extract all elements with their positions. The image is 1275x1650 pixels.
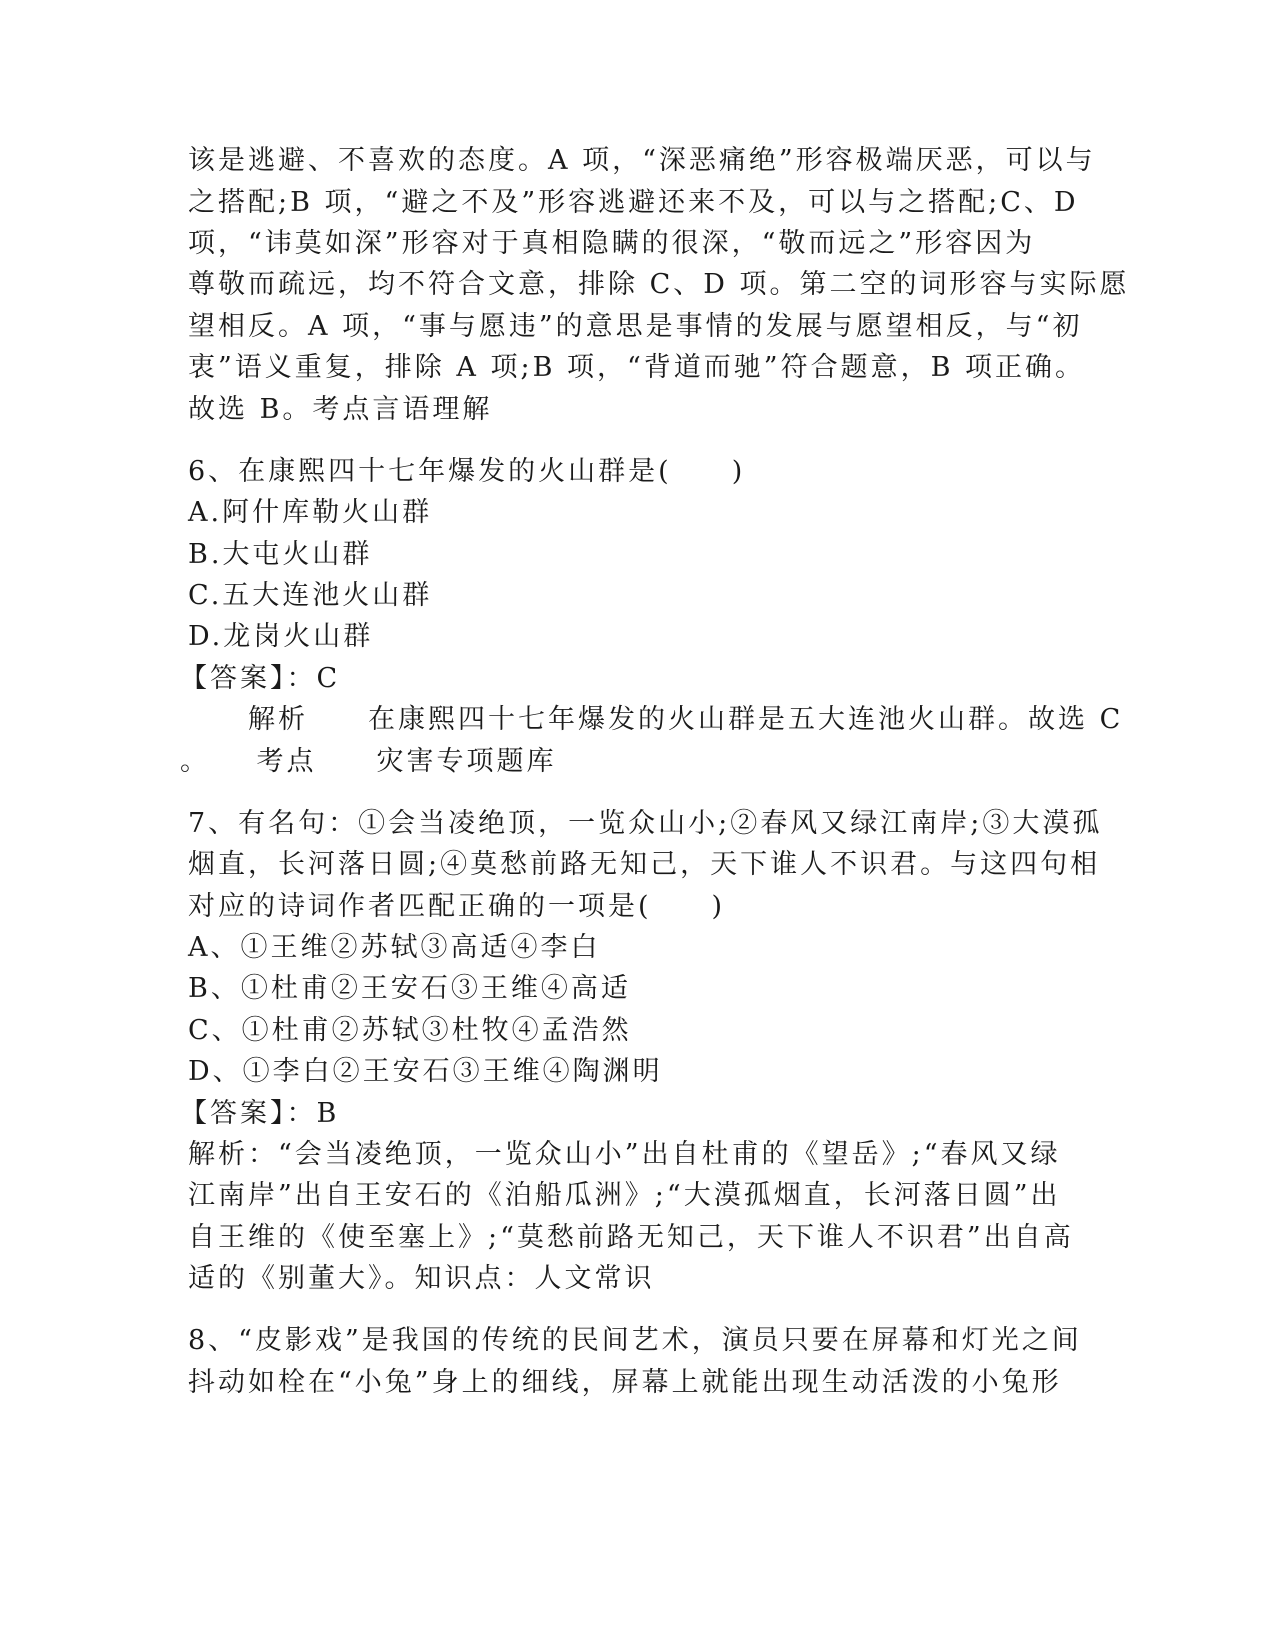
q7-explanation-line: 自王维的《使至塞上》;“莫愁前路无知己，天下谁人不识君”出自高 [188,1222,1074,1253]
q6-topic: 。 考点 灾害专项题库 [180,746,557,777]
q5-explanation-line: 之搭配;B 项，“避之不及”形容逃避还来不及，可以与之搭配;C、D [188,187,1079,218]
q7-option-b: B、①杜甫②王安石③王维④高适 [188,973,631,1004]
q7-option-c: C、①杜甫②苏轼③杜牧④孟浩然 [188,1015,632,1046]
q7-question-line: 7、有名句：①会当凌绝顶，一览众山小;②春风又绿江南岸;③大漠孤 [188,808,1103,839]
q8-question-line: 8、“皮影戏”是我国的传统的民间艺术，演员只要在屏幕和灯光之间 [188,1325,1082,1356]
q7-explanation-line: 解析：“会当凌绝顶，一览众山小”出自杜甫的《望岳》;“春风又绿 [188,1139,1061,1170]
q6-explanation: 解析 在康熙四十七年爆发的火山群是五大连池火山群。故选 C [188,704,1124,735]
q5-explanation-line: 该是逃避、不喜欢的态度。A 项，“深恶痛绝”形容极端厌恶，可以与 [188,145,1096,176]
q7-explanation-line: 适的《别董大》。知识点：人文常识 [188,1263,655,1294]
q6-option-c: C.五大连池火山群 [188,580,433,611]
q7-option-d: D、①李白②王安石③王维④陶渊明 [188,1056,663,1087]
q7-question-line: 对应的诗词作者匹配正确的一项是( ) [188,891,726,922]
q6-question: 6、在康熙四十七年爆发的火山群是( ) [188,456,746,487]
q5-explanation-line: 项，“讳莫如深”形容对于真相隐瞒的很深，“敬而远之”形容因为 [188,228,1036,259]
q5-explanation-line: 尊敬而疏远，均不符合文意，排除 C、D 项。第二空的词形容与实际愿 [188,269,1130,300]
q7-answer: 【答案】：B [180,1098,340,1129]
q6-option-d: D.龙岗火山群 [188,621,374,652]
q6-answer: 【答案】：C [180,663,341,694]
q5-explanation-line: 故选 B。考点言语理解 [188,394,493,425]
q8-question-line: 抖动如栓在“小兔”身上的细线，屏幕上就能出现生动活泼的小兔形 [188,1367,1062,1398]
q5-explanation-line: 衷”语义重复，排除 A 项;B 项，“背道而驰”符合题意，B 项正确。 [188,352,1086,383]
q7-explanation-line: 江南岸”出自王安石的《泊船瓜洲》;“大漠孤烟直，长河落日圆”出 [188,1180,1061,1211]
q7-question-line: 烟直，长河落日圆;④莫愁前路无知己，天下谁人不识君。与这四句相 [188,849,1101,880]
q6-option-b: B.大屯火山群 [188,539,373,570]
q7-option-a: A、①王维②苏轼③高适④李白 [188,932,601,963]
q6-option-a: A.阿什库勒火山群 [188,497,433,528]
q5-explanation-line: 望相反。A 项，“事与愿违”的意思是事情的发展与愿望相反，与“初 [188,311,1083,342]
